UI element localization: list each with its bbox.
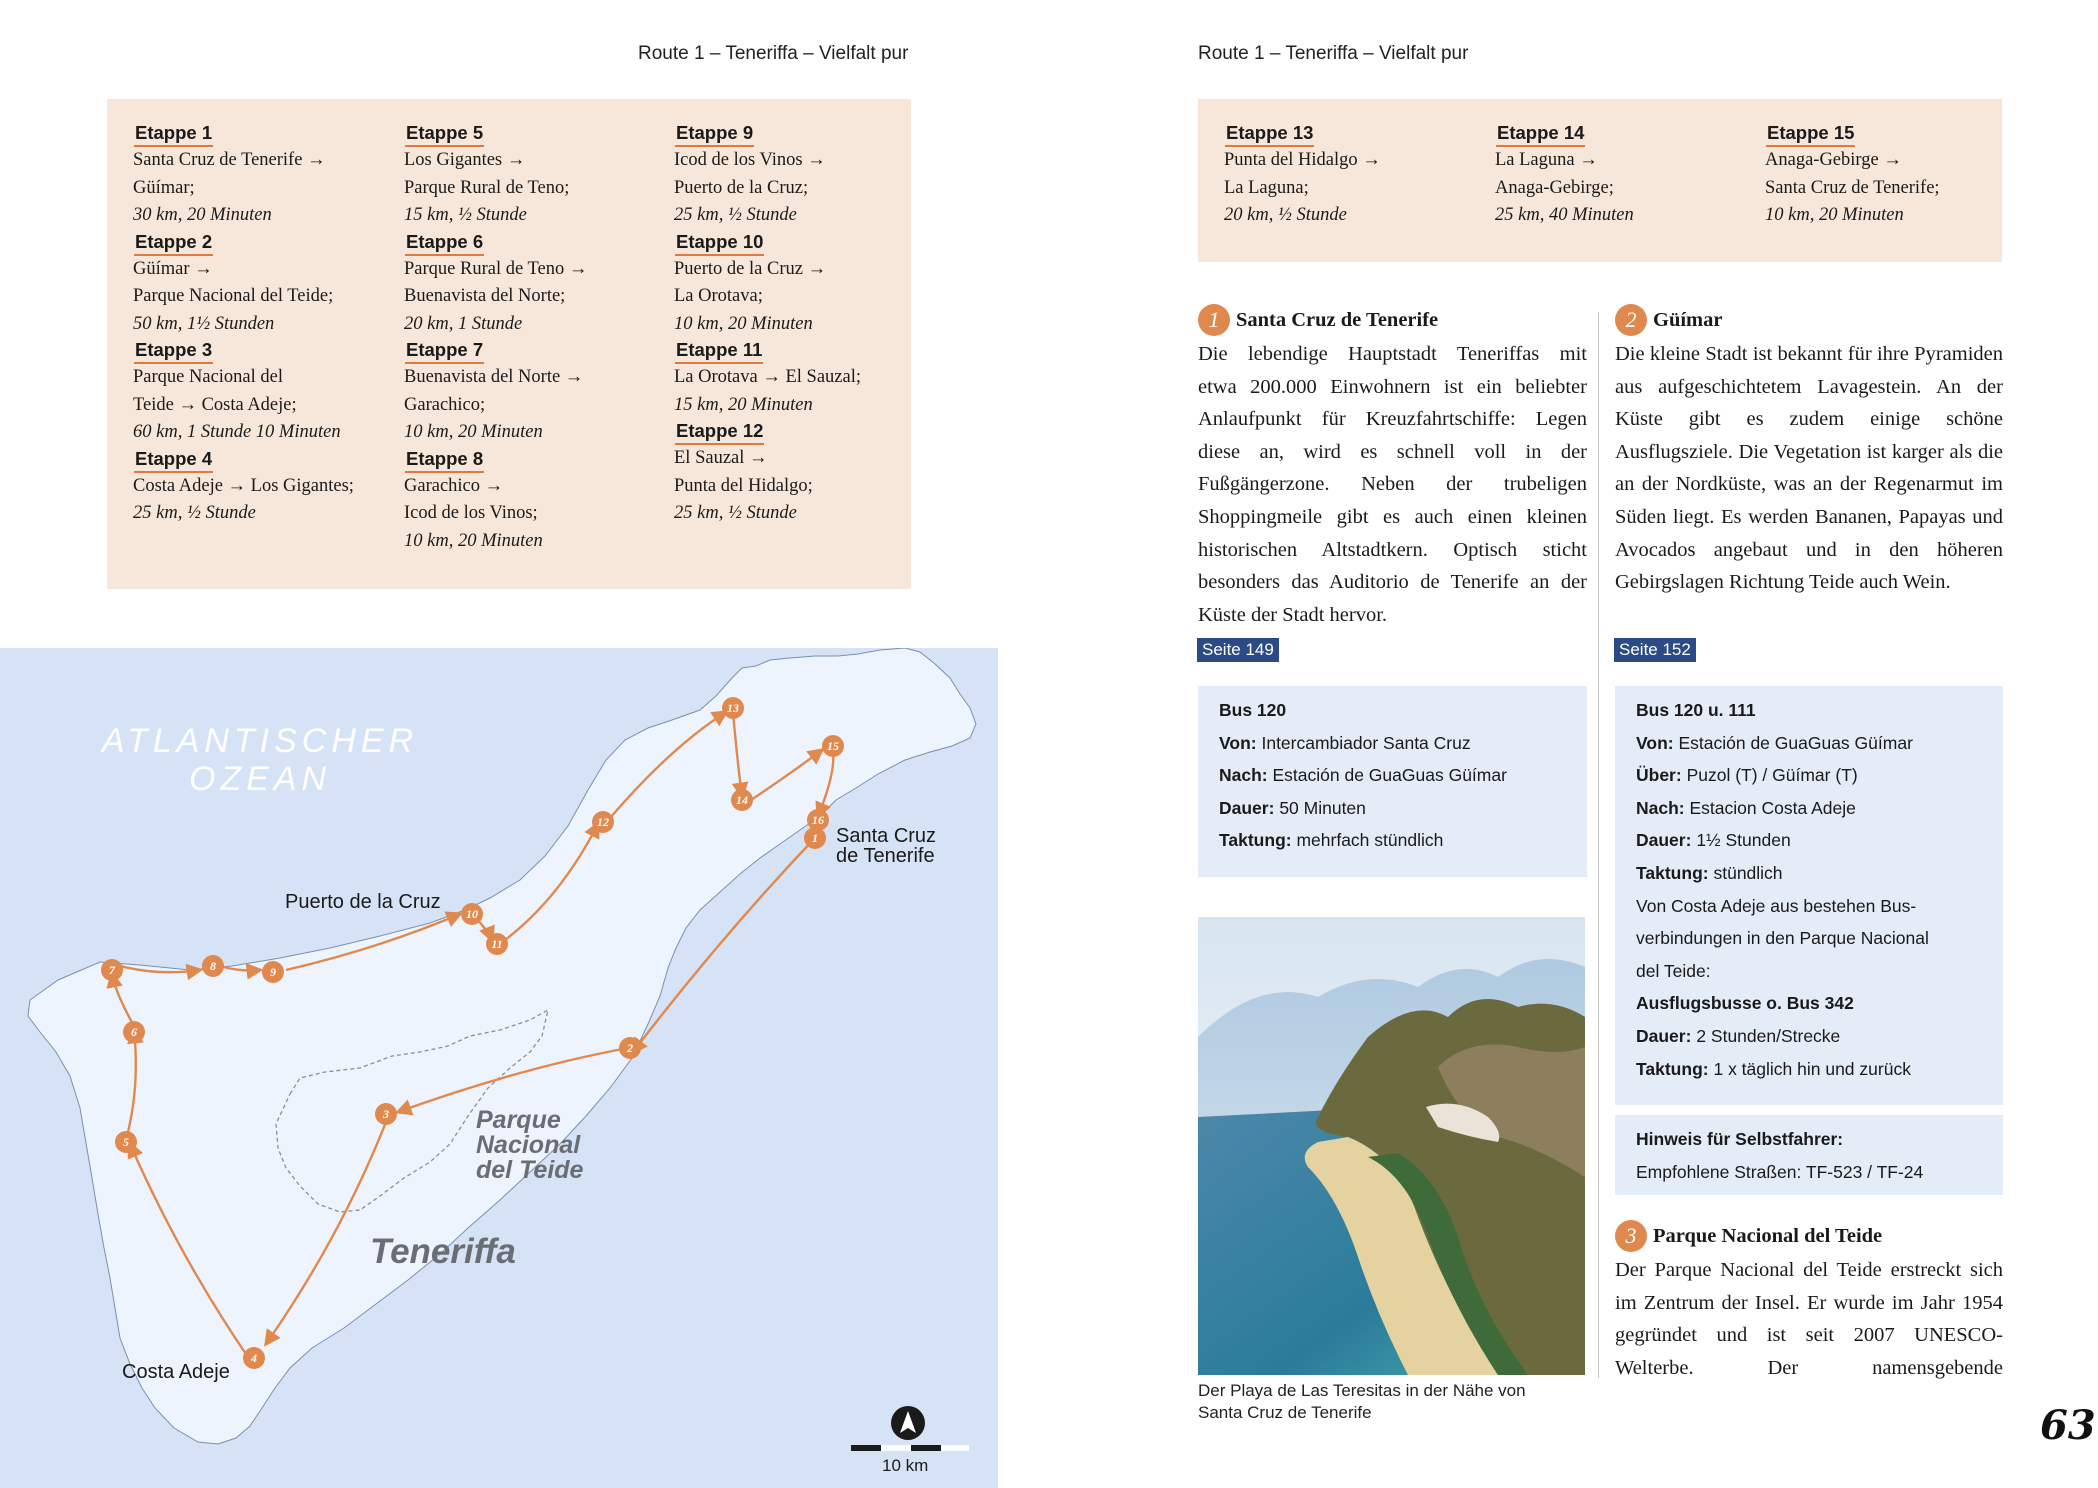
etappe-title: Etappe 12 bbox=[675, 419, 764, 445]
etappe-title: Etappe 2 bbox=[134, 230, 213, 256]
route-stop-marker: 16 bbox=[807, 809, 829, 831]
route-stop-marker: 12 bbox=[592, 811, 614, 833]
etappe-route-line: Anaga-Gebirge → bbox=[1765, 150, 1902, 170]
bus-info-value: Intercambiador Santa Cruz bbox=[1261, 732, 1471, 753]
etappe-route-line: La Orotava; bbox=[674, 286, 763, 306]
park-label-line1: Parque bbox=[476, 1106, 561, 1134]
route-stop-marker: 11 bbox=[486, 933, 508, 955]
etappe-route-line: Icod de los Vinos; bbox=[404, 503, 538, 523]
etappen_right-column-2 bbox=[1495, 121, 1750, 230]
etappe-entry bbox=[133, 338, 388, 447]
route-stop-marker: 10 bbox=[461, 903, 483, 925]
etappe-route-line: La Laguna → bbox=[1495, 150, 1598, 170]
etappe-route-line: Punta del Hidalgo → bbox=[1224, 150, 1381, 170]
etappe-distance: 30 km, 20 Minuten bbox=[133, 205, 272, 225]
etappe-distance: 25 km, ½ Stunde bbox=[674, 503, 797, 523]
bus-info-value: 1½ Stunden bbox=[1696, 830, 1791, 851]
etappe-route-line: Santa Cruz de Tenerife; bbox=[1765, 177, 1940, 198]
bus-info-value: 50 Minuten bbox=[1279, 797, 1366, 818]
section-2-heading bbox=[1615, 304, 1722, 336]
section-1-title: Santa Cruz de Tenerife bbox=[1236, 308, 1439, 331]
route-stop-marker: 4 bbox=[243, 1347, 265, 1369]
route-stop-marker: 3 bbox=[375, 1103, 397, 1125]
bus-info-key: Nach: bbox=[1636, 797, 1685, 818]
etappe-title: Etappe 6 bbox=[405, 230, 484, 256]
etappe-entry bbox=[133, 121, 388, 230]
etappe-route-line: Punta del Hidalgo; bbox=[674, 475, 813, 496]
etappe-title: Etappe 10 bbox=[675, 230, 764, 256]
section-2-text: Die kleine Stadt ist bekannt für ihre Pyramiden aus aufgeschichtetem Lavagestein. An der Küste gibt es zudem einige schöne Ausflugsziele. Die Vegetation ist karger als die an der Nordküste, was an der Regenarmut im Süden liegt. Es werden Bananen, Papayas und Avocados angebaut und in den höheren Gebirgslagen Richtung Teide auch Wein. bbox=[1615, 343, 2003, 594]
bus-info-key: Von: bbox=[1219, 732, 1257, 753]
bus-info-value: mehrfach stündlich bbox=[1296, 830, 1444, 851]
place-santa-cruz bbox=[836, 826, 936, 866]
etappe-entry bbox=[674, 419, 929, 528]
etappen_right-column-3 bbox=[1765, 121, 2020, 230]
etappe-route-line: La Orotava → El Sauzal; bbox=[674, 367, 861, 387]
route-stop-marker: 9 bbox=[262, 961, 284, 983]
bus-2-note-line: verbindungen in den Parque Nacional bbox=[1636, 928, 1929, 949]
section-3-number: 3 bbox=[1615, 1220, 1647, 1252]
photo-caption bbox=[1198, 1380, 1526, 1424]
etappe-route-line: Parque Nacional del Teide; bbox=[133, 286, 334, 306]
etappe-entry bbox=[404, 447, 659, 556]
bus-info-box-2 bbox=[1615, 686, 2003, 1105]
bus-2-title-2: Ausflugsbusse o. Bus 342 bbox=[1636, 993, 1854, 1014]
etappe-title: Etappe 9 bbox=[675, 121, 754, 147]
etappe-distance: 10 km, 20 Minuten bbox=[1765, 205, 1904, 225]
etappe-distance: 10 km, 20 Minuten bbox=[674, 313, 813, 334]
bus-info-key: Taktung: bbox=[1219, 830, 1292, 851]
route-map bbox=[0, 648, 998, 1488]
bus-info-value: stündlich bbox=[1713, 862, 1783, 883]
hinweis-text: Empfohlene Straßen: TF-523 / TF-24 bbox=[1636, 1161, 1924, 1182]
bus-info-key: Dauer: bbox=[1636, 1025, 1692, 1046]
etappe-distance: 10 km, 20 Minuten bbox=[404, 530, 543, 551]
scale-label: 10 km bbox=[882, 1456, 929, 1475]
etappe-entry bbox=[674, 338, 929, 419]
route-stop-marker: 15 bbox=[822, 735, 844, 757]
photo-caption-line2: Santa Cruz de Tenerife bbox=[1198, 1403, 1372, 1422]
route-stop-marker: 14 bbox=[731, 789, 753, 811]
section-1-page-ref[interactable]: Seite 149 bbox=[1197, 638, 1279, 662]
etappe-title: Etappe 4 bbox=[134, 447, 213, 473]
hinweis-title: Hinweis für Selbstfahrer: bbox=[1636, 1129, 1844, 1149]
bus-info-row bbox=[1219, 824, 1567, 857]
etappe-route-line: Los Gigantes → bbox=[404, 150, 526, 170]
etappe-route-line: Parque Rural de Teno; bbox=[404, 177, 570, 198]
bus-info-box-1 bbox=[1198, 686, 1587, 877]
etappen-box-right bbox=[1198, 99, 2002, 262]
bus-info-key: Dauer: bbox=[1219, 797, 1275, 818]
etappe-entry bbox=[404, 121, 659, 230]
etappen_left-column-2 bbox=[404, 121, 659, 555]
etappe-title: Etappe 13 bbox=[1225, 121, 1314, 147]
hinweis-box bbox=[1615, 1115, 2003, 1195]
bus-2-note-line: del Teide: bbox=[1636, 960, 1711, 981]
north-arrow-icon bbox=[891, 1406, 925, 1440]
etappe-distance: 10 km, 20 Minuten bbox=[404, 422, 543, 442]
column-divider bbox=[1598, 312, 1599, 1378]
etappe-route-line: Icod de los Vinos → bbox=[674, 150, 826, 170]
bus-info-value: 1 x täglich hin und zurück bbox=[1713, 1058, 1911, 1079]
bus-1-title: Bus 120 bbox=[1219, 700, 1287, 720]
bus-info-value: Puzol (T) / Güímar (T) bbox=[1686, 765, 1858, 786]
section-3-text: Der Parque Nacional del Teide erstreckt sich im Zentrum der Insel. Er wurde im Jahr 1954 gegründet und ist seit 2007 UNESCO-Welterbe. Der namensgebende bbox=[1615, 1259, 2003, 1379]
etappe-entry bbox=[404, 338, 659, 447]
bus-info-key: Über: bbox=[1636, 765, 1682, 786]
ocean-label-line1: ATLANTISCHER bbox=[101, 722, 419, 760]
etappen_right-column-1 bbox=[1224, 121, 1479, 230]
park-label-line2: Nacional bbox=[476, 1131, 581, 1159]
etappe-entry bbox=[1495, 121, 1750, 230]
etappen-box-left bbox=[107, 99, 911, 589]
etappe-route-line: Garachico; bbox=[404, 394, 486, 415]
etappe-route-line: Teide → Costa Adeje; bbox=[133, 394, 297, 415]
bus-info-row bbox=[1636, 727, 1983, 760]
bus-info-row bbox=[1636, 1020, 1983, 1053]
route-stop-marker: 6 bbox=[123, 1021, 145, 1043]
bus-info-row bbox=[1219, 792, 1567, 825]
etappe-distance: 25 km, ½ Stunde bbox=[133, 503, 256, 523]
route-stop-marker: 8 bbox=[202, 955, 224, 977]
etappe-distance: 50 km, 1½ Stunden bbox=[133, 313, 275, 334]
bus-info-value: Estación de GuaGuas Güímar bbox=[1272, 765, 1507, 786]
etappe-entry bbox=[674, 230, 929, 339]
etappe-distance: 15 km, ½ Stunde bbox=[404, 205, 527, 225]
running-head-left: Route 1 – Teneriffa – Vielfalt pur bbox=[638, 43, 909, 64]
section-1-heading bbox=[1198, 304, 1438, 336]
etappe-distance: 25 km, ½ Stunde bbox=[674, 205, 797, 225]
section-1-number: 1 bbox=[1198, 304, 1230, 336]
etappe-route-line: Parque Rural de Teno → bbox=[404, 258, 588, 279]
section-3-title: Parque Nacional del Teide bbox=[1653, 1224, 1883, 1247]
ocean-label-line2: OZEAN bbox=[188, 760, 332, 798]
etappen_left-column-1 bbox=[133, 121, 388, 528]
etappe-entry bbox=[133, 447, 388, 528]
park-label-line3: del Teide bbox=[476, 1156, 584, 1184]
bus-info-row bbox=[1636, 857, 1983, 890]
etappe-route-line: La Laguna; bbox=[1224, 177, 1309, 198]
etappe-title: Etappe 3 bbox=[134, 338, 213, 364]
section-2-page-ref[interactable]: Seite 152 bbox=[1614, 638, 1696, 662]
etappe-entry bbox=[404, 230, 659, 339]
bus-info-row bbox=[1636, 792, 1983, 825]
section-1-text-rest: etwa 200.000 Einwohnern ist ein beliebter Anlaufpunkt für Kreuzfahrtschiffe: Legen diese an, wird es schnell voll in der Fußgängerzone. Neben der trubeligen Shoppingmeile gibt es auch einen kleinen historischen Altstadtkern. Optisch sticht besonders das Auditorio de Tenerife an der Küste der Stadt hervor. bbox=[1198, 375, 1587, 626]
bus-info-row bbox=[1636, 824, 1983, 857]
scale-bar bbox=[851, 1445, 969, 1451]
etappe-distance: 20 km, 1 Stunde bbox=[404, 313, 523, 334]
etappe-title: Etappe 7 bbox=[405, 338, 484, 364]
etappe-route-line: Güímar; bbox=[133, 177, 195, 198]
etappe-route-line: Güímar → bbox=[133, 258, 213, 279]
etappe-route-line: Costa Adeje → Los Gigantes; bbox=[133, 475, 354, 496]
etappe-title: Etappe 1 bbox=[134, 121, 213, 147]
etappe-route-line: Santa Cruz de Tenerife → bbox=[133, 150, 326, 170]
etappe-distance: 60 km, 1 Stunde 10 Minuten bbox=[133, 422, 341, 442]
beach-photo bbox=[1198, 917, 1585, 1375]
etappe-route-line: Buenavista del Norte; bbox=[404, 286, 566, 306]
place-puerto-de-la-cruz: Puerto de la Cruz bbox=[285, 891, 441, 913]
route-stop-marker: 1 bbox=[804, 827, 826, 849]
etappe-entry bbox=[133, 230, 388, 339]
bus-info-row bbox=[1636, 1053, 1983, 1086]
photo-caption-line1: Der Playa de Las Teresitas in der Nähe von bbox=[1198, 1381, 1526, 1400]
bus-info-row bbox=[1219, 759, 1567, 792]
section-1-text-line1: Die lebendige Hauptstadt Teneriffas mit bbox=[1198, 343, 1587, 365]
etappe-route-line: Parque Nacional del bbox=[133, 367, 283, 387]
section-2-number: 2 bbox=[1615, 304, 1647, 336]
page-number: 63 bbox=[2040, 1402, 2096, 1449]
etappe-title: Etappe 8 bbox=[405, 447, 484, 473]
etappe-distance: 15 km, 20 Minuten bbox=[674, 394, 813, 415]
bus-2-title: Bus 120 u. 111 bbox=[1636, 700, 1756, 720]
bus-info-value: Estacion Costa Adeje bbox=[1689, 797, 1856, 818]
etappe-route-line: Puerto de la Cruz → bbox=[674, 258, 827, 279]
photo-illustration bbox=[1198, 917, 1585, 1375]
section-3-heading bbox=[1615, 1220, 1882, 1252]
etappen_left-column-3 bbox=[674, 121, 929, 528]
place-santa-cruz-line2: de Tenerife bbox=[836, 845, 935, 867]
etappe-route-line: Buenavista del Norte → bbox=[404, 367, 584, 387]
bus-info-key: Taktung: bbox=[1636, 862, 1709, 883]
bus-info-key: Taktung: bbox=[1636, 1058, 1709, 1079]
bus-info-key: Von: bbox=[1636, 732, 1674, 753]
etappe-distance: 25 km, 40 Minuten bbox=[1495, 205, 1634, 225]
running-head-right: Route 1 – Teneriffa – Vielfalt pur bbox=[1198, 43, 1469, 64]
etappe-route-line: Puerto de la Cruz; bbox=[674, 177, 809, 198]
etappe-entry bbox=[1224, 121, 1479, 230]
etappe-title: Etappe 15 bbox=[1766, 121, 1855, 147]
bus-info-row bbox=[1219, 727, 1567, 760]
etappe-route-line: Garachico → bbox=[404, 475, 504, 496]
etappe-title: Etappe 14 bbox=[1496, 121, 1585, 147]
ocean-label bbox=[90, 722, 430, 798]
route-stop-marker: 13 bbox=[722, 697, 744, 719]
place-santa-cruz-line1: Santa Cruz bbox=[836, 825, 937, 847]
etappe-route-line: Anaga-Gebirge; bbox=[1495, 177, 1614, 198]
section-2-title: Güímar bbox=[1653, 308, 1723, 331]
etappe-distance: 20 km, ½ Stunde bbox=[1224, 205, 1347, 225]
national-park-label bbox=[476, 1108, 583, 1183]
place-costa-adeje: Costa Adeje bbox=[122, 1361, 230, 1383]
bus-2-note-line: Von Costa Adeje aus bestehen Bus- bbox=[1636, 895, 1917, 916]
bus-info-key: Dauer: bbox=[1636, 830, 1692, 851]
bus-info-value: Estación de GuaGuas Güímar bbox=[1678, 732, 1913, 753]
bus-info-row bbox=[1636, 759, 1983, 792]
bus-info-key: Nach: bbox=[1219, 765, 1268, 786]
section-1-text bbox=[1198, 338, 1587, 631]
etappe-entry bbox=[674, 121, 929, 230]
etappe-entry bbox=[1765, 121, 2020, 230]
bus-info-value: 2 Stunden/Strecke bbox=[1696, 1025, 1841, 1046]
route-stop-marker: 2 bbox=[619, 1037, 641, 1059]
etappe-route-line: El Sauzal → bbox=[674, 448, 768, 468]
etappe-title: Etappe 5 bbox=[405, 121, 484, 147]
route-stop-marker: 5 bbox=[115, 1131, 137, 1153]
route-stop-marker: 7 bbox=[101, 959, 123, 981]
etappe-title: Etappe 11 bbox=[675, 338, 763, 364]
island-label: Teneriffa bbox=[370, 1232, 516, 1271]
